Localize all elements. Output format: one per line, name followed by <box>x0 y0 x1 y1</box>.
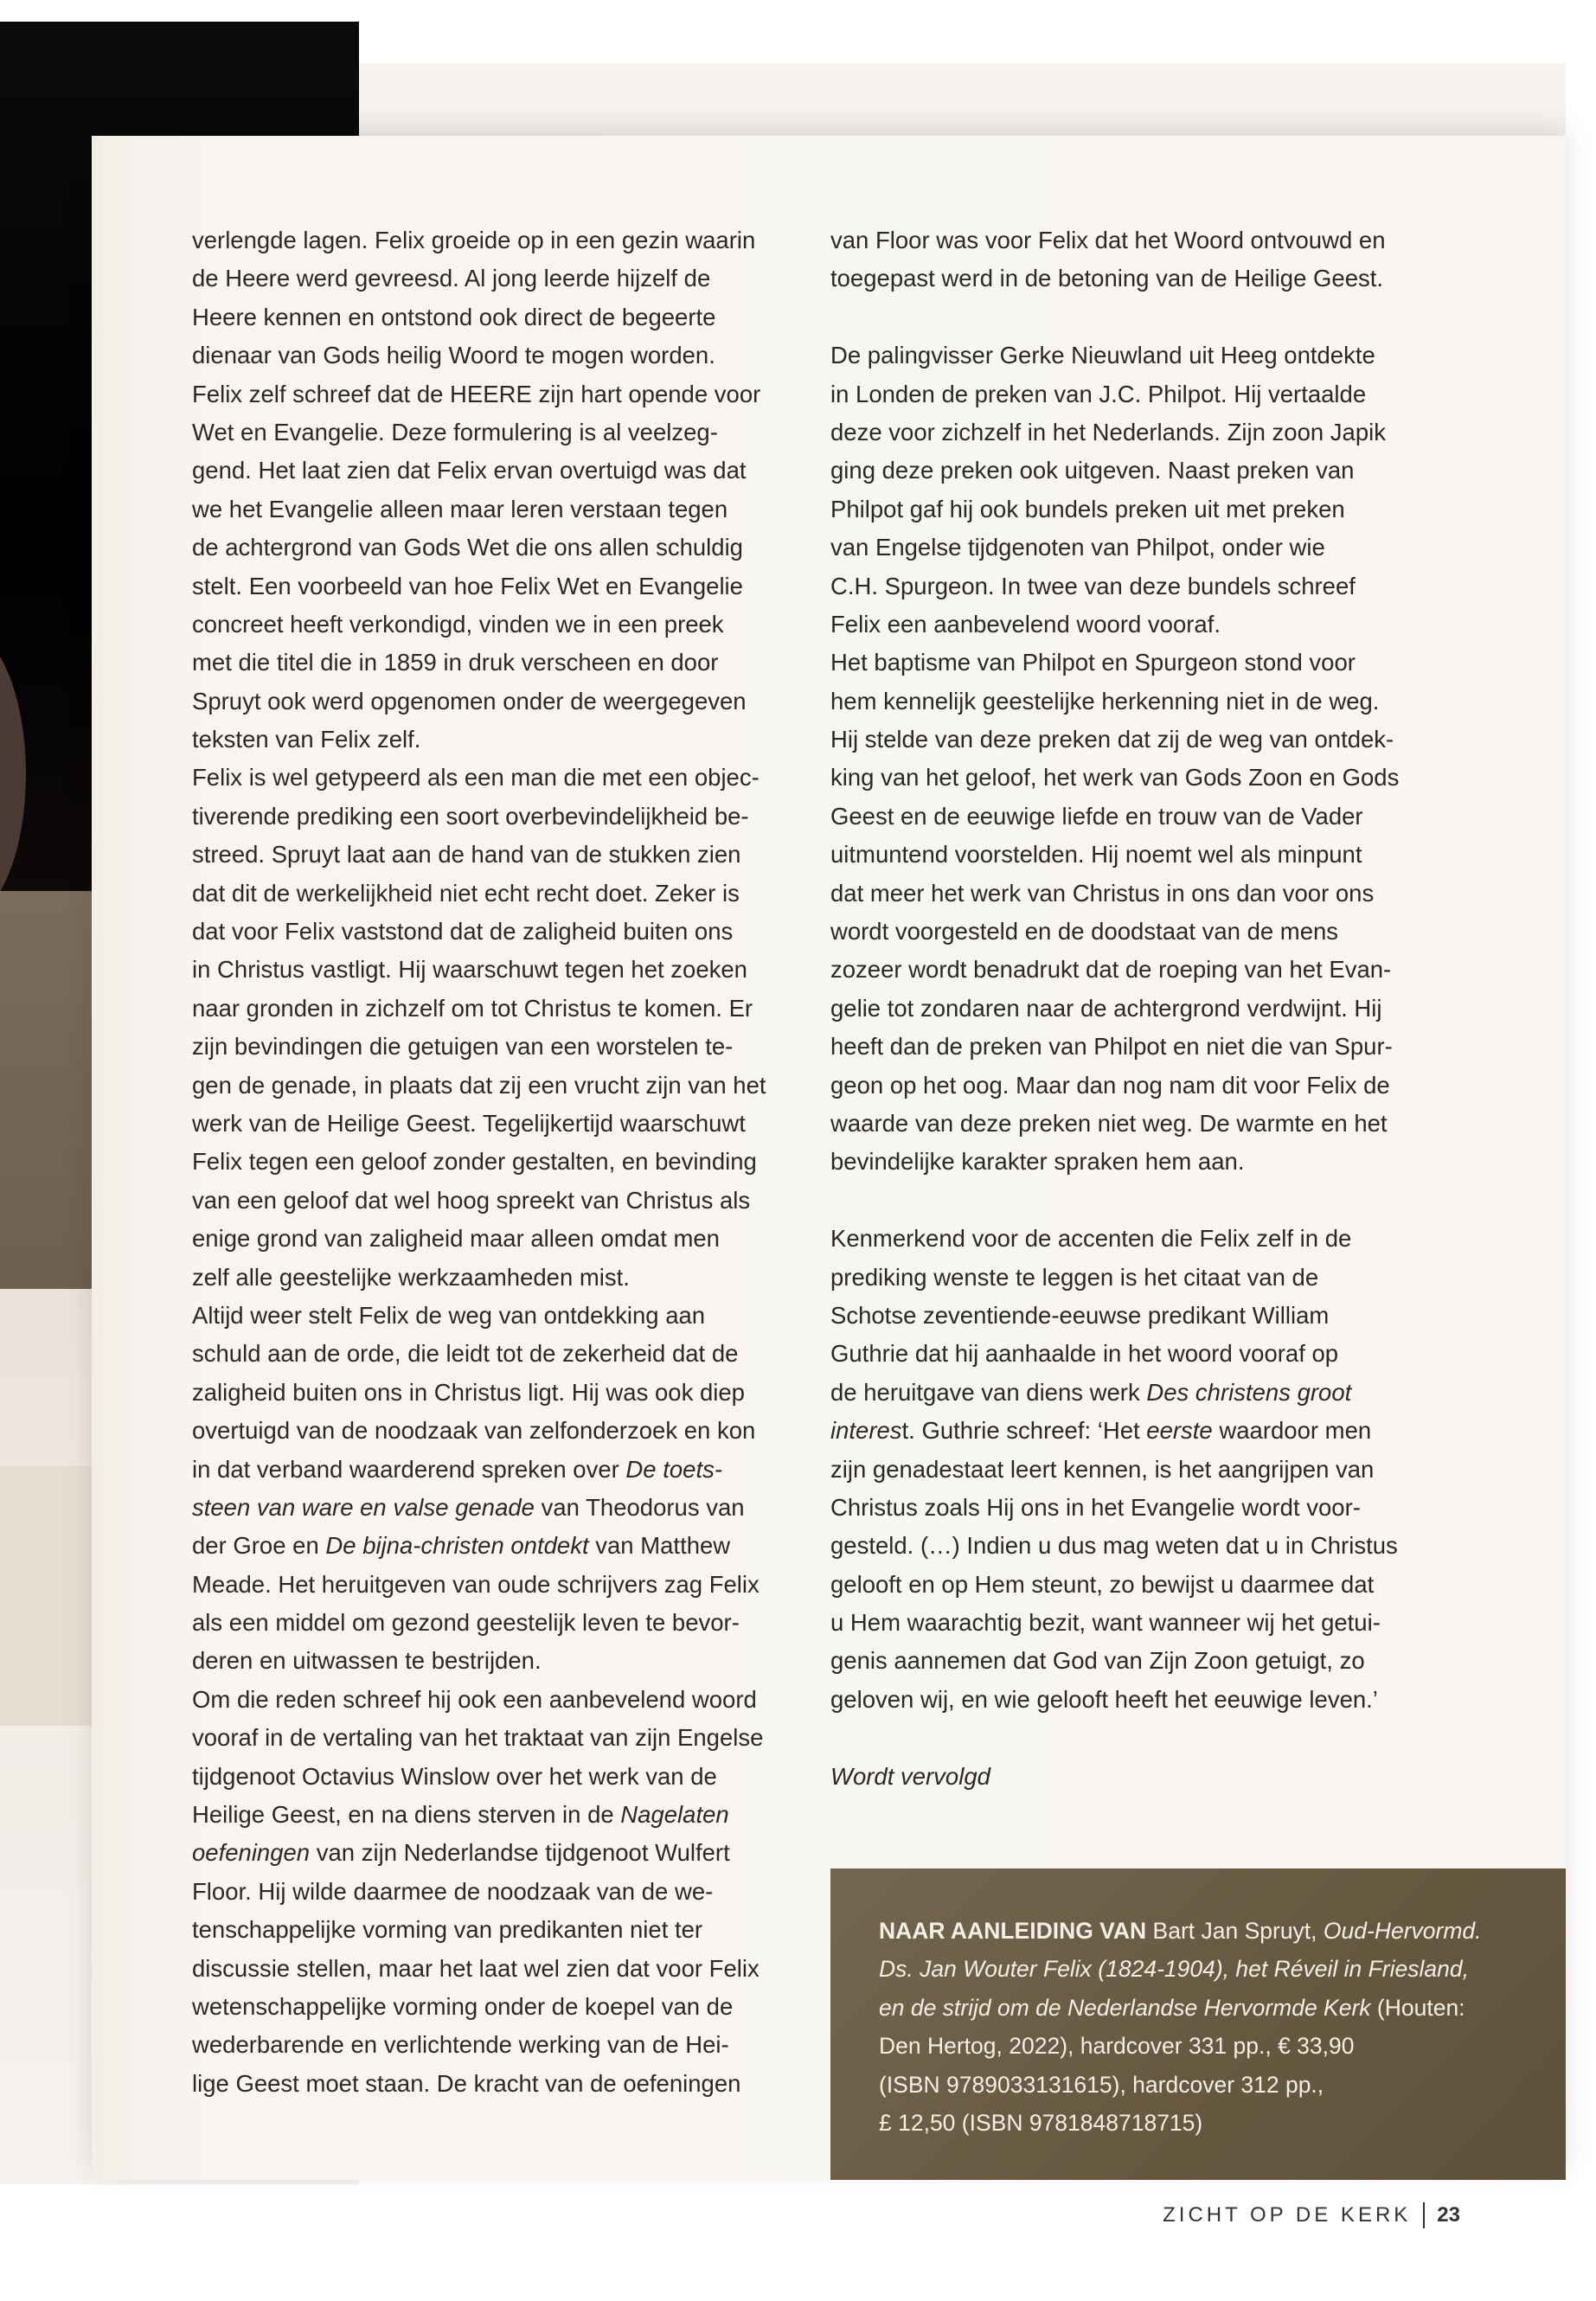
italic-text: Oud-Hervormd. <box>1323 1918 1482 1944</box>
text-line <box>192 1834 798 1872</box>
text-segment: van zijn Nederlandse tijdgenoot Wulfert <box>310 1839 730 1867</box>
text-segment: als een middel om gezond geestelijk leven te bevor- <box>192 1609 740 1637</box>
text-segment: waardoor men <box>1212 1417 1372 1445</box>
text-segment: ging deze preken ook uitgeven. Naast preken van <box>830 457 1355 484</box>
text-segment: van Floor was voor Felix dat het Woord ontvouwd en <box>830 227 1386 253</box>
book-info-text <box>879 1912 1482 2142</box>
text-segment: Om die reden schreef hij ook een aanbevelend woord <box>192 1685 757 1713</box>
text-line <box>830 1143 1436 1181</box>
text-segment: Felix tegen een geloof zonder gestalten, en bevinding <box>192 1148 757 1176</box>
text-segment: in Christus vastligt. Hij waarschuwt tegen het zoeken <box>192 956 747 984</box>
text-segment: der Groe en <box>192 1532 326 1560</box>
text-segment: stelt. Een voorbeeld van hoe Felix Wet en Evangelie <box>192 572 743 599</box>
text-segment: waarde van deze preken niet weg. De warmte en het <box>830 1109 1388 1137</box>
text-line <box>192 529 798 567</box>
text-segment: (Houten: <box>1370 1994 1465 2021</box>
text-segment: Felix zelf schreef dat de HEERE zijn hart opende voor <box>192 380 761 407</box>
text-segment: wetenschappelijke vorming onder de koepel van de <box>192 1992 734 2020</box>
text-line <box>830 1681 1436 1719</box>
text-line <box>192 721 798 759</box>
text-segment: gesteld. (…) Indien u dus mag weten dat u in Christus <box>830 1532 1398 1560</box>
text-line <box>830 1412 1436 1450</box>
text-line <box>830 1297 1436 1335</box>
text-segment: Guthrie dat hij aanhaalde in het woord vooraf op <box>830 1340 1339 1368</box>
text-segment: de heruitgave van diens werk <box>830 1378 1147 1406</box>
italic-text: eerste <box>1146 1417 1213 1445</box>
text-line <box>192 1566 798 1604</box>
text-segment: dat dit de werkelijkheid niet echt recht doet. Zeker is <box>192 879 740 907</box>
text-line <box>830 683 1436 721</box>
text-segment: gelooft en op Hem steunt, zo bewijst u daarmee dat <box>830 1570 1375 1598</box>
text-line <box>192 1796 798 1834</box>
text-line <box>830 375 1436 413</box>
text-line <box>830 990 1436 1028</box>
text-line <box>830 1489 1436 1527</box>
text-segment: prediking wenste te leggen is het citaat van de <box>830 1263 1319 1291</box>
text-line <box>830 875 1436 913</box>
italic-text: Des christens groot <box>1146 1378 1352 1406</box>
text-segment: De palingvisser Gerke Nieuwland uit Heeg ontdekte <box>830 342 1375 369</box>
text-line <box>192 1297 798 1335</box>
text-line <box>192 375 798 413</box>
text-segment: van Engelse tijdgenoten van Philpot, onder wie <box>830 534 1325 561</box>
text-segment: Hij stelde van deze preken dat zij de weg van ontdek- <box>830 726 1394 753</box>
text-segment: wordt voorgesteld en de doodstaat van de mens <box>830 918 1339 945</box>
text-segment: Floor. Hij wilde daarmee de noodzaak van de we- <box>192 1877 714 1905</box>
text-segment: Felix is wel getypeerd als een man die met een objec- <box>192 764 760 792</box>
text-segment: verlengde lagen. Felix groeide op in een gezin waarin <box>192 227 756 253</box>
text-segment: zaligheid buiten ons in Christus ligt. Hij was ook diep <box>192 1378 745 1406</box>
text-line <box>192 1259 798 1297</box>
text-line <box>192 1143 798 1181</box>
text-segment: tenschappelijke vorming van predikanten niet ter <box>192 1916 703 1944</box>
text-line <box>830 913 1436 951</box>
text-segment: geloven wij, en wie gelooft heeft het eeuwige leven.’ <box>830 1685 1378 1713</box>
text-segment: in dat verband waarderend spreken over <box>192 1455 626 1483</box>
text-line <box>192 1067 798 1105</box>
text-line <box>192 2065 798 2103</box>
article-column-right <box>830 221 1436 1796</box>
text-line <box>192 836 798 874</box>
text-line <box>192 336 798 375</box>
text-line <box>830 1451 1436 1489</box>
text-segment: met die titel die in 1859 in druk verscheen en door <box>192 649 719 676</box>
text-line <box>830 798 1436 836</box>
text-segment: Altijd weer stelt Felix de weg van ontdekking aan <box>192 1301 706 1329</box>
text-segment: tiverende prediking een soort overbevindelijkheid be- <box>192 802 749 830</box>
text-line <box>192 759 798 797</box>
page-footer <box>1163 2202 1460 2228</box>
text-line <box>192 1719 798 1757</box>
text-line <box>830 1374 1436 1412</box>
text-line <box>192 1873 798 1911</box>
text-segment: van een geloof dat wel hoog spreekt van Christus als <box>192 1186 751 1214</box>
text-segment: naar gronden in zichzelf om tot Christus te komen. Er <box>192 994 753 1022</box>
text-line <box>192 1220 798 1258</box>
text-segment: Spruyt ook werd opgenomen onder de weergegeven <box>192 687 747 715</box>
text-line <box>830 413 1436 452</box>
text-line <box>192 1489 798 1527</box>
text-segment: deze voor zichzelf in het Nederlands. Zijn zoon Japik <box>830 418 1387 445</box>
text-line <box>192 452 798 490</box>
text-line <box>830 1566 1436 1604</box>
text-line <box>192 798 798 836</box>
book-info-line <box>879 2104 1482 2142</box>
text-line <box>192 1527 798 1565</box>
text-line <box>830 951 1436 989</box>
text-segment: vooraf in de vertaling van het traktaat van zijn Engelse <box>192 1724 764 1752</box>
text-line <box>192 683 798 721</box>
text-line <box>192 490 798 529</box>
text-line <box>192 1681 798 1719</box>
text-segment: dat meer het werk van Christus in ons dan voor ons <box>830 879 1375 907</box>
italic-text: Nagelaten <box>620 1801 729 1829</box>
text-segment: we het Evangelie alleen maar leren verstaan tegen <box>192 495 728 522</box>
text-segment: teksten van Felix zelf. <box>192 726 421 753</box>
italic-text: Wordt vervolgd <box>830 1762 990 1790</box>
text-segment: t. Guthrie schreef: ‘Het <box>901 1417 1147 1445</box>
text-line <box>192 1182 798 1220</box>
text-line <box>192 1642 798 1680</box>
italic-text: De toets- <box>625 1455 722 1483</box>
text-line <box>192 567 798 606</box>
text-segment: u Hem waarachtig bezit, want wanneer wij het getui- <box>830 1609 1381 1637</box>
text-segment: C.H. Spurgeon. In twee van deze bundels schreef <box>830 572 1356 599</box>
text-segment: zelf alle geestelijke werkzaamheden mist. <box>192 1263 630 1291</box>
italic-text: en de strijd om de Nederlandse Hervormde Kerk <box>879 1994 1371 2021</box>
text-segment: zijn bevindingen die getuigen van een worstelen te- <box>192 1033 734 1061</box>
text-segment: gen de genade, in plaats dat zij een vrucht zijn van het <box>192 1071 766 1099</box>
text-segment: zijn genadestaat leert kennen, is het aangrijpen van <box>830 1455 1375 1483</box>
text-line <box>192 875 798 913</box>
text-segment: heeft dan de preken van Philpot en niet die van Spur- <box>830 1033 1393 1061</box>
text-segment: dat voor Felix vaststond dat de zaligheid buiten ons <box>192 918 734 945</box>
text-segment: Felix een aanbevelend woord vooraf. <box>830 610 1221 638</box>
text-line <box>830 1604 1436 1642</box>
text-segment: concreet heeft verkondigd, vinden we in een preek <box>192 610 724 638</box>
text-line <box>192 2026 798 2064</box>
italic-text: steen van ware en valse genade <box>192 1493 535 1521</box>
text-line <box>830 644 1436 682</box>
text-segment: bevindelijke karakter spraken hem aan. <box>830 1148 1245 1176</box>
text-segment: zozeer wordt benadrukt dat de roeping van het Evan- <box>830 956 1392 984</box>
page-number: 23 <box>1437 2203 1460 2227</box>
text-segment: Heere kennen en ontstond ook direct de begeerte <box>192 303 716 330</box>
text-line <box>192 221 798 260</box>
text-segment: Wet en Evangelie. Deze formulering is al veelzeg- <box>192 418 718 445</box>
text-segment: wederbarende en verlichtende werking van de Hei- <box>192 2031 729 2059</box>
text-segment: discussie stellen, maar het laat wel zien dat voor Felix <box>192 1954 760 1982</box>
text-segment: king van het geloof, het werk van Gods Zoon en Gods <box>830 764 1400 792</box>
text-segment: Kenmerkend voor de accenten die Felix zelf in de <box>830 1225 1352 1253</box>
text-line <box>830 1335 1436 1373</box>
text-line <box>830 1527 1436 1565</box>
text-segment: (ISBN 9789033131615), hardcover 312 pp., <box>879 2071 1324 2098</box>
text-line <box>830 298 1436 336</box>
text-line <box>192 1028 798 1066</box>
text-line <box>192 606 798 644</box>
text-line <box>830 1259 1436 1297</box>
text-line <box>192 1950 798 1988</box>
text-segment: hem kennelijk geestelijke herkenning niet in de weg. <box>830 687 1380 715</box>
book-info-label: NAAR AANLEIDING VAN <box>879 1918 1147 1944</box>
italic-text: Ds. Jan Wouter Felix (1824-1904), het Réveil in Friesland, <box>879 1956 1469 1983</box>
text-segment: Geest en de eeuwige liefde en trouw van de Vader <box>830 802 1363 830</box>
text-line <box>830 336 1436 375</box>
text-line <box>192 1335 798 1373</box>
text-line <box>830 529 1436 567</box>
italic-text: De bijna-christen ontdekt <box>325 1532 589 1560</box>
text-line <box>830 836 1436 874</box>
book-info-box <box>830 1868 1566 2180</box>
text-line <box>830 1719 1436 1757</box>
book-info-line <box>879 1989 1482 2027</box>
text-segment: toegepast werd in de betoning van de Heilige Geest. <box>830 265 1384 292</box>
text-segment: de achtergrond van Gods Wet die ons allen schuldig <box>192 534 743 561</box>
text-segment: tijdgenoot Octavius Winslow over het werk van de <box>192 1762 717 1790</box>
text-segment: genis aannemen dat God van Zijn Zoon getuigt, zo <box>830 1647 1365 1675</box>
italic-text: interes <box>830 1417 902 1445</box>
text-line <box>830 1220 1436 1258</box>
text-line <box>830 721 1436 759</box>
text-line <box>192 413 798 452</box>
text-segment: van Matthew <box>588 1532 731 1560</box>
text-line <box>192 990 798 1028</box>
text-line <box>192 260 798 298</box>
article-column-left <box>192 221 798 2103</box>
text-line <box>830 1182 1436 1220</box>
text-line <box>830 260 1436 298</box>
text-segment: Schotse zeventiende-eeuwse predikant William <box>830 1301 1330 1329</box>
text-line <box>192 1758 798 1796</box>
text-line <box>192 1451 798 1489</box>
text-segment: £ 12,50 (ISBN 9781848718715) <box>879 2109 1203 2136</box>
text-line <box>830 1067 1436 1105</box>
text-line <box>192 644 798 682</box>
text-segment: gend. Het laat zien dat Felix ervan overtuigd was dat <box>192 457 747 484</box>
magazine-name: ZICHT OP DE KERK <box>1163 2203 1412 2227</box>
text-line <box>192 1105 798 1143</box>
text-segment: de Heere werd gevreesd. Al jong leerde hijzelf de <box>192 265 711 292</box>
text-segment: Meade. Het heruitgeven van oude schrijvers zag Felix <box>192 1570 760 1598</box>
text-line <box>192 1374 798 1412</box>
text-line <box>192 1911 798 1949</box>
text-segment: dienaar van Gods heilig Woord te mogen worden. <box>192 342 715 369</box>
text-segment: enige grond van zaligheid maar alleen omdat men <box>192 1225 720 1253</box>
text-segment: Philpot gaf hij ook bundels preken uit met preken <box>830 495 1345 522</box>
text-segment: in Londen de preken van J.C. Philpot. Hij vertaalde <box>830 380 1367 407</box>
text-segment: geon op het oog. Maar dan nog nam dit voor Felix de <box>830 1071 1390 1099</box>
text-segment: Het baptisme van Philpot en Spurgeon stond voor <box>830 649 1356 676</box>
text-line <box>192 913 798 951</box>
text-segment: uitmuntend voorstelden. Hij noemt wel als minpunt <box>830 841 1362 868</box>
footer-divider <box>1423 2202 1425 2228</box>
text-segment: Christus zoals Hij ons in het Evangelie wordt voor- <box>830 1493 1361 1521</box>
text-line <box>830 1028 1436 1066</box>
text-line <box>192 1412 798 1450</box>
text-line <box>830 759 1436 797</box>
book-info-line <box>879 1950 1482 1988</box>
text-line <box>192 1988 798 2026</box>
text-segment: Bart Jan Spruyt, <box>1146 1918 1324 1944</box>
text-segment: lige Geest moet staan. De kracht van de oefeningen <box>192 2069 741 2097</box>
text-segment: van Theodorus van <box>534 1493 745 1521</box>
text-segment: overtuigd van de noodzaak van zelfonderzoek en kon <box>192 1417 756 1445</box>
text-segment: Heilige Geest, en na diens sterven in de <box>192 1801 621 1829</box>
text-segment: deren en uitwassen te bestrijden. <box>192 1647 542 1675</box>
text-segment: werk van de Heilige Geest. Tegelijkertijd waarschuwt <box>192 1109 746 1137</box>
text-segment: Den Hertog, 2022), hardcover 331 pp., € 33,90 <box>879 2033 1355 2060</box>
text-line <box>830 567 1436 606</box>
text-line <box>830 1642 1436 1680</box>
book-info-line <box>879 2027 1482 2065</box>
text-segment: streed. Spruyt laat aan de hand van de stukken zien <box>192 841 741 868</box>
text-line <box>192 1604 798 1642</box>
text-line <box>192 951 798 989</box>
text-segment: gelie tot zondaren naar de achtergrond verdwijnt. Hij <box>830 994 1382 1022</box>
book-info-line <box>879 2066 1482 2104</box>
text-line <box>830 490 1436 529</box>
text-line <box>830 1758 1436 1796</box>
italic-text: oefeningen <box>192 1839 311 1867</box>
book-info-line <box>879 1912 1482 1950</box>
text-line <box>830 221 1436 260</box>
text-line <box>192 298 798 336</box>
text-segment: schuld aan de orde, die leidt tot de zekerheid dat de <box>192 1340 739 1368</box>
text-line <box>830 452 1436 490</box>
text-line <box>830 1105 1436 1143</box>
text-line <box>830 606 1436 644</box>
